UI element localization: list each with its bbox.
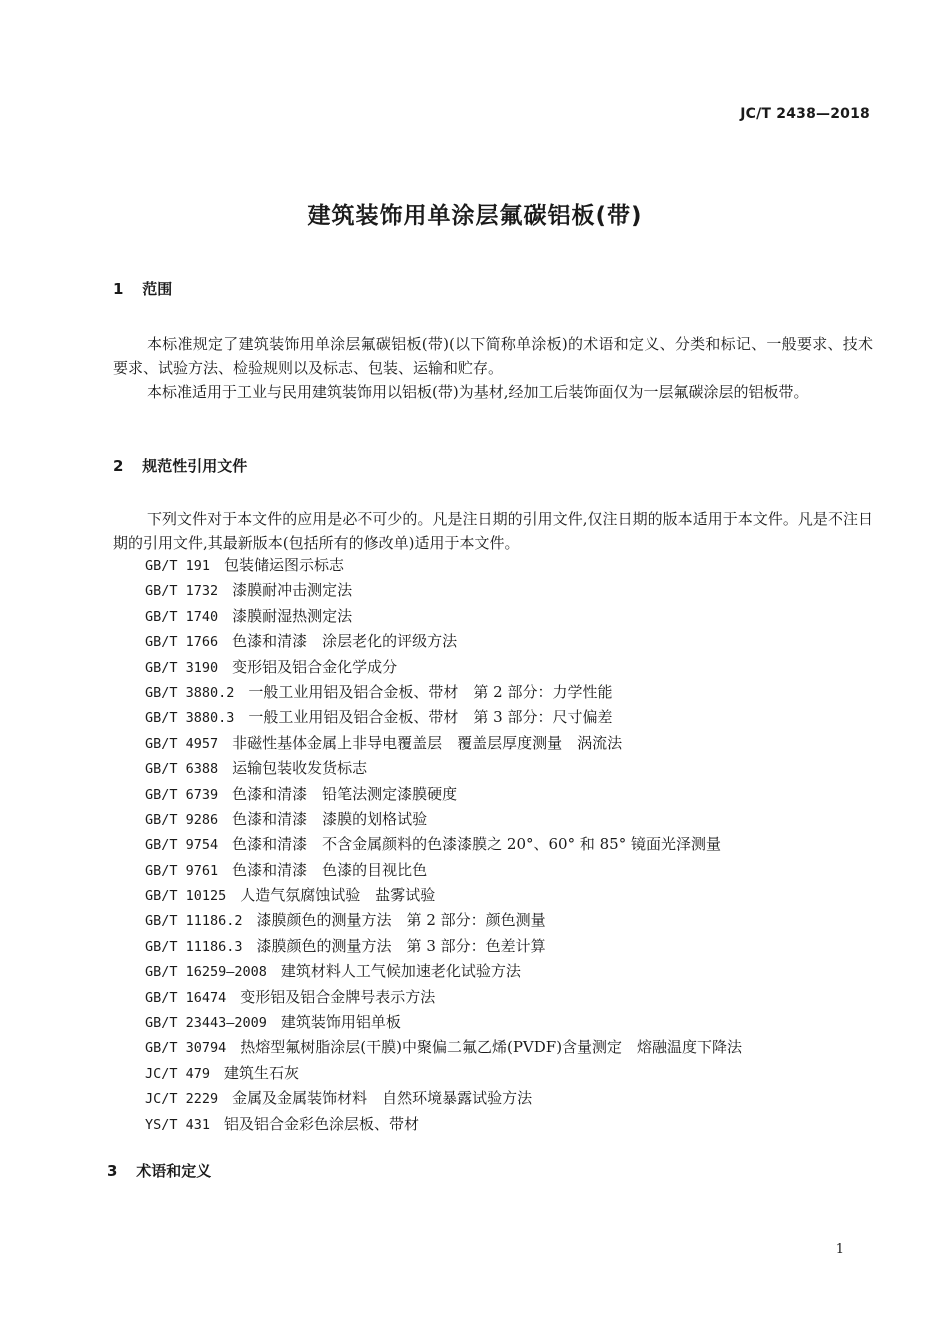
reference-title: 漆膜耐湿热测定法 — [232, 606, 353, 625]
reference-code: GB/T 3880.2 — [145, 684, 235, 701]
reference-item — [145, 756, 742, 781]
scope-paragraph-1: 本标准规定了建筑装饰用单涂层氟碳铝板(带)(以下简称单涂板)的术语和定义、分类和标记、一般要求、技术要求、试验方法、检验规则以及标志、包装、运输和贮存。 — [113, 335, 873, 377]
reference-item — [145, 705, 742, 730]
reference-code: GB/T 10125 — [145, 888, 227, 905]
section-number: 1 — [113, 280, 124, 298]
reference-item — [145, 629, 742, 654]
section-number: 3 — [107, 1162, 118, 1180]
section-title: 范围 — [142, 280, 173, 298]
reference-item — [145, 1086, 742, 1111]
reference-title: 色漆和清漆 漆膜的划格试验 — [232, 809, 428, 828]
reference-item — [145, 985, 742, 1010]
reference-title: 非磁性基体金属上非导电覆盖层 覆盖层厚度测量 涡流法 — [232, 733, 623, 752]
section-1-heading — [113, 278, 172, 299]
normative-references-list — [145, 553, 742, 1137]
reference-title: 变形铝及铝合金牌号表示方法 — [240, 987, 436, 1006]
reference-item — [145, 655, 742, 680]
reference-code: GB/T 1740 — [145, 608, 219, 625]
reference-title: 建筑生石灰 — [224, 1063, 300, 1082]
reference-item — [145, 858, 742, 883]
reference-code: GB/T 23443—2009 — [145, 1015, 267, 1032]
document-title: 建筑装饰用单涂层氟碳铝板(带) — [307, 203, 643, 229]
reference-item — [145, 1010, 742, 1035]
reference-item — [145, 934, 742, 959]
reference-code: GB/T 9761 — [145, 862, 219, 879]
reference-title: 热熔型氟树脂涂层(干膜)中聚偏二氟乙烯(PVDF)含量测定 熔融温度下降法 — [240, 1038, 743, 1057]
reference-item — [145, 1112, 742, 1137]
reference-code: GB/T 16259—2008 — [145, 964, 267, 981]
reference-title: 色漆和清漆 色漆的目视比色 — [232, 860, 428, 879]
reference-code: GB/T 9754 — [145, 837, 219, 854]
reference-item — [145, 782, 742, 807]
reference-code: GB/T 3880.3 — [145, 710, 235, 727]
section-2-heading — [113, 455, 247, 476]
reference-title: 建筑装饰用铝单板 — [280, 1013, 401, 1032]
reference-item — [145, 959, 742, 984]
reference-title: 漆膜颜色的测量方法 第 3 部分：色差计算 — [256, 936, 546, 955]
reference-title: 色漆和清漆 铅笔法测定漆膜硬度 — [232, 784, 458, 803]
reference-item — [145, 807, 742, 832]
reference-code: GB/T 1732 — [145, 583, 219, 600]
reference-title: 人造气氛腐蚀试验 盐雾试验 — [240, 886, 436, 905]
reference-title: 运输包装收发货标志 — [232, 759, 368, 778]
reference-title: 金属及金属装饰材料 自然环境暴露试验方法 — [232, 1089, 533, 1108]
reference-title: 色漆和清漆 不含金属颜料的色漆漆膜之 20°、60° 和 85° 镜面光泽测量 — [232, 835, 721, 854]
reference-item — [145, 604, 742, 629]
reference-code: GB/T 4957 — [145, 735, 219, 752]
reference-item — [145, 731, 742, 756]
section-3-heading — [107, 1160, 211, 1181]
reference-code: GB/T 9286 — [145, 811, 219, 828]
reference-title: 铝及铝合金彩色涂层板、带材 — [224, 1114, 420, 1133]
standard-code: JC/T 2438—2018 — [740, 106, 870, 122]
reference-code: GB/T 3190 — [145, 659, 219, 676]
reference-item — [145, 883, 742, 908]
references-intro-paragraph: 下列文件对于本文件的应用是必不可少的。凡是注日期的引用文件,仅注日期的版本适用于本文件。凡是不注日期的引用文件,其最新版本(包括所有的修改单)适用于本文件。 — [113, 510, 873, 552]
reference-item — [145, 908, 742, 933]
reference-code: GB/T 1766 — [145, 634, 219, 651]
reference-code: GB/T 191 — [145, 558, 211, 574]
reference-item — [145, 1061, 742, 1086]
section-number: 2 — [113, 457, 124, 475]
reference-title: 色漆和清漆 涂层老化的评级方法 — [232, 632, 458, 651]
reference-code: JC/T 479 — [145, 1065, 211, 1082]
reference-title: 漆膜耐冲击测定法 — [232, 581, 353, 600]
reference-code: YS/T 431 — [145, 1116, 211, 1133]
section-title: 规范性引用文件 — [142, 457, 248, 475]
reference-item — [145, 680, 742, 705]
reference-code: GB/T 16474 — [145, 989, 227, 1006]
reference-title: 包装储运图示标志 — [224, 556, 345, 574]
reference-code: GB/T 6388 — [145, 761, 219, 778]
scope-paragraph-2: 本标准适用于工业与民用建筑装饰用以铝板(带)为基材,经加工后装饰面仅为一层氟碳涂层的铝板带。 — [147, 383, 809, 401]
reference-item — [145, 553, 742, 578]
reference-item — [145, 832, 742, 857]
page-number: 1 — [835, 1242, 844, 1257]
reference-code: GB/T 6739 — [145, 786, 219, 803]
reference-item — [145, 578, 742, 603]
reference-title: 一般工业用铝及铝合金板、带材 第 3 部分：尺寸偏差 — [248, 708, 613, 727]
reference-code: GB/T 11186.2 — [145, 913, 243, 930]
reference-title: 漆膜颜色的测量方法 第 2 部分：颜色测量 — [256, 911, 546, 930]
reference-title: 建筑材料人工气候加速老化试验方法 — [280, 962, 521, 981]
reference-title: 一般工业用铝及铝合金板、带材 第 2 部分：力学性能 — [248, 682, 613, 701]
reference-code: GB/T 11186.3 — [145, 938, 243, 955]
reference-code: JC/T 2229 — [145, 1091, 219, 1108]
section-title: 术语和定义 — [136, 1162, 212, 1180]
reference-item — [145, 1035, 742, 1060]
reference-code: GB/T 30794 — [145, 1040, 227, 1057]
reference-title: 变形铝及铝合金化学成分 — [232, 657, 398, 676]
